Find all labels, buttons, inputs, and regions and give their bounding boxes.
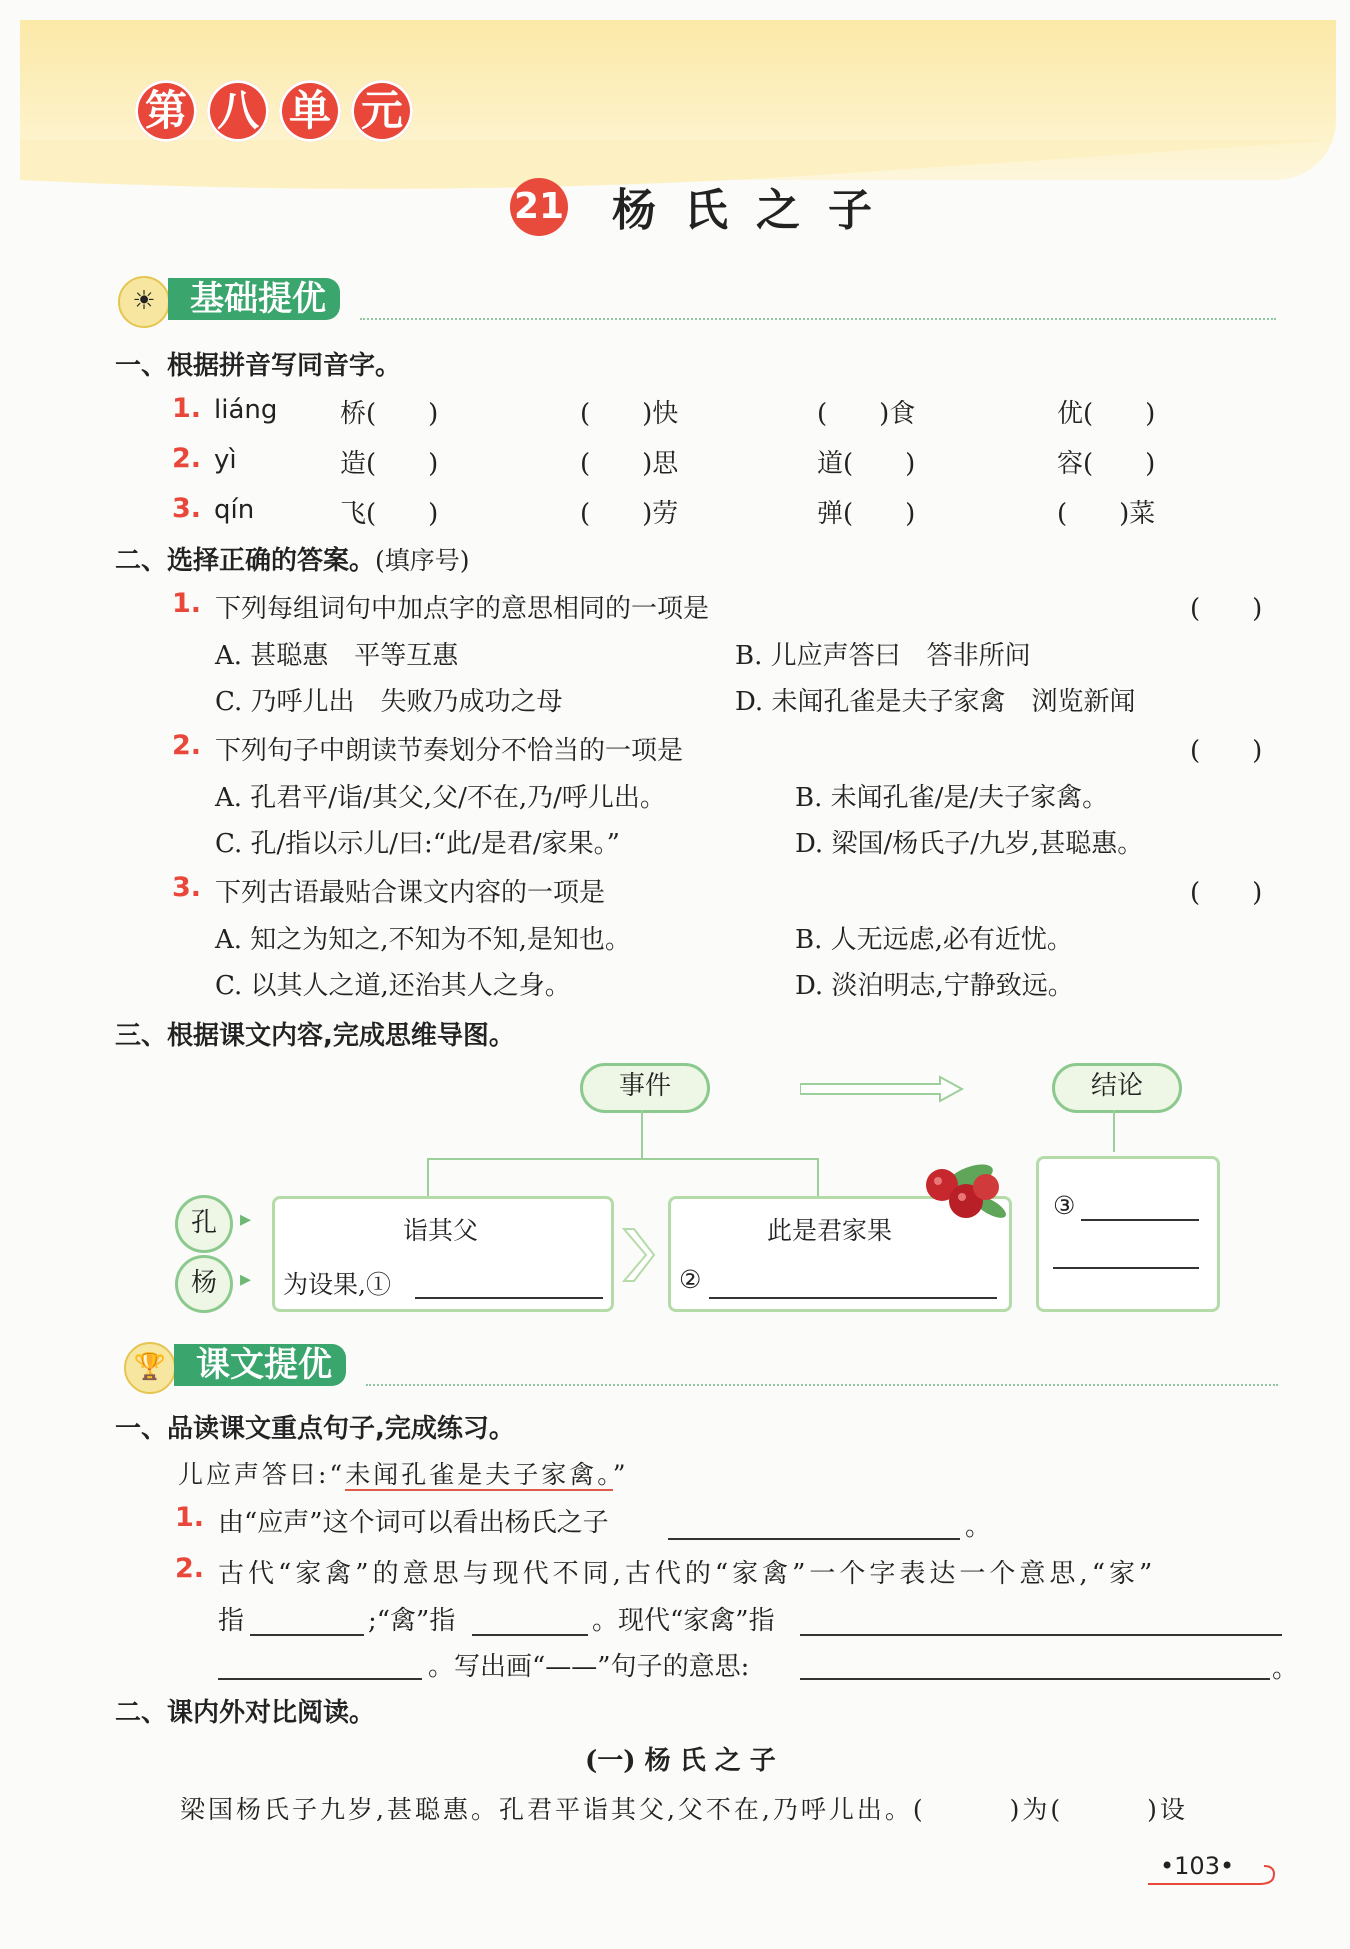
page-number-underline [1148, 1862, 1278, 1888]
blank-word[interactable]: ( )思 [580, 449, 679, 479]
option-b: B. 未闻孔雀/是/夫子家禽。 [795, 783, 1109, 813]
answer-line[interactable] [1053, 1267, 1199, 1269]
unit-char: 第 [135, 80, 197, 142]
question-stem: 下列句子中朗读节奏划分不恰当的一项是 [215, 736, 684, 766]
item-number: 2. [175, 1553, 205, 1584]
item-number: 2. [172, 730, 202, 761]
unit-char: 八 [207, 80, 269, 142]
option-d: D. 淡泊明志,宁静致远。 [795, 971, 1074, 1001]
option-a: A. 甚聪惠 平等互惠 [215, 641, 459, 671]
question-text: 。 [1272, 1654, 1299, 1684]
question-heading [115, 540, 470, 577]
answer-line[interactable] [800, 1678, 1270, 1680]
answer-blank[interactable]: ( ) [1190, 736, 1263, 766]
blank-word[interactable]: 造( ) [340, 449, 439, 479]
answer-line[interactable] [800, 1634, 1282, 1636]
question-heading: 二、课内外对比阅读。 [115, 1698, 376, 1728]
box-text: 此是君家果 [767, 1216, 893, 1245]
question-text: 古代“家禽”的意思与现代不同,古代的“家禽”一个字表达一个意思,“家” [218, 1559, 1157, 1589]
unit-title [135, 80, 413, 142]
conclusion-oval: 结论 [1052, 1063, 1182, 1113]
quote-prefix: 儿应声答曰:“ [178, 1460, 346, 1489]
item-number: 3. [172, 872, 202, 903]
blank-word[interactable]: 道( ) [817, 449, 916, 479]
box-text: ② [679, 1265, 702, 1294]
divider [366, 1384, 1278, 1386]
option-a: A. 知之为知之,不知为不知,是知也。 [215, 925, 631, 955]
blank-word[interactable]: ( )食 [817, 399, 916, 429]
item-number: 3. [172, 493, 202, 524]
question-text: ;“禽”指 [368, 1606, 456, 1636]
section-banner-text: 课文提优 [174, 1344, 346, 1386]
reading-subtitle: (一) 杨 氏 之 子 [585, 1746, 776, 1776]
trophy-icon: 🏆 [124, 1342, 176, 1394]
blank-word[interactable]: 优( ) [1057, 399, 1156, 429]
pinyin-row [172, 393, 1272, 433]
yang-circle: 杨 [175, 1255, 233, 1313]
pinyin: qín [214, 495, 255, 525]
answer-line[interactable] [668, 1538, 960, 1540]
event-box-1 [272, 1196, 614, 1312]
pinyin: yì [214, 445, 237, 475]
option-d: D. 未闻孔雀是夫子家禽 浏览新闻 [735, 687, 1136, 717]
reading-text: 梁国杨氏子九岁,甚聪惠。孔君平诣其父,父不在,乃呼儿出。( )为( )设 [180, 1795, 1188, 1824]
heading-text: 二、选择正确的答案。 [115, 546, 376, 576]
unit-char: 元 [351, 80, 413, 142]
answer-line[interactable] [250, 1634, 364, 1636]
lesson-title: 杨氏之子 [612, 185, 900, 236]
blank-word[interactable]: 桥( ) [340, 399, 439, 429]
event-oval: 事件 [580, 1063, 710, 1113]
question-text: 由“应声”这个词可以看出杨氏之子 [218, 1508, 609, 1538]
item-number: 1. [172, 588, 202, 619]
question-heading: 一、根据拼音写同音字。 [115, 351, 402, 381]
option-c: C. 孔/指以示儿/曰:“此/是君/家果。” [215, 829, 620, 859]
unit-char: 单 [279, 80, 341, 142]
pinyin: liáng [214, 395, 278, 425]
connector [641, 1110, 643, 1160]
connector [1113, 1110, 1115, 1152]
blank-word[interactable]: ( )劳 [580, 499, 679, 529]
option-c: C. 乃呼儿出 失败乃成功之母 [215, 687, 563, 717]
answer-line[interactable] [415, 1297, 603, 1299]
question-text: 。 [965, 1512, 992, 1542]
pinyin-row [172, 493, 1272, 533]
bayberry-fruit-icon [910, 1155, 1010, 1235]
pinyin-row [172, 443, 1272, 483]
option-a: A. 孔君平/诣/其父,父/不在,乃/呼儿出。 [215, 783, 666, 813]
kong-circle: 孔 [175, 1195, 233, 1253]
answer-blank[interactable]: ( ) [1190, 878, 1263, 908]
divider [360, 318, 1276, 320]
blank-word[interactable]: 容( ) [1057, 449, 1156, 479]
section-banner-basic: 基础提优 [168, 278, 340, 320]
question-stem: 下列每组词句中加点字的意思相同的一项是 [215, 594, 710, 624]
connector [427, 1158, 429, 1196]
question-heading: 三、根据课文内容,完成思维导图。 [115, 1021, 515, 1051]
lightbulb-icon: ☀ [118, 276, 170, 328]
option-c: C. 以其人之道,还治其人之身。 [215, 971, 571, 1001]
heading-note: (填序号) [375, 546, 470, 575]
blank-word[interactable]: ( )快 [580, 399, 679, 429]
option-b: B. 儿应声答曰 答非所问 [735, 641, 1031, 671]
answer-line[interactable] [218, 1678, 422, 1680]
question-text: 指 [218, 1606, 245, 1636]
connector [427, 1158, 819, 1160]
option-b: B. 人无远虑,必有近忧。 [795, 925, 1073, 955]
lesson-number-badge: 21 [510, 178, 568, 236]
answer-line[interactable] [472, 1634, 588, 1636]
quote-underlined: 未闻孔雀是夫子家禽。 [345, 1460, 613, 1489]
question-stem: 下列古语最贴合课文内容的一项是 [215, 878, 606, 908]
blank-word[interactable]: 弹( ) [817, 499, 916, 529]
item-number: 2. [172, 443, 202, 474]
triangle-icon: ▸ [240, 1267, 252, 1292]
connector [817, 1158, 819, 1196]
item-number: 1. [175, 1502, 205, 1533]
answer-blank[interactable]: ( ) [1190, 594, 1263, 624]
box-text: ③ [1053, 1191, 1076, 1220]
triangle-icon: ▸ [240, 1207, 252, 1232]
quote-sentence [178, 1455, 629, 1491]
answer-line[interactable] [1081, 1219, 1199, 1221]
question-text: 。写出画“——”句子的意思: [428, 1652, 750, 1682]
blank-word[interactable]: 飞( ) [340, 499, 439, 529]
option-d: D. 梁国/杨氏子/九岁,甚聪惠。 [795, 829, 1144, 859]
chevron-right-icon [620, 1225, 656, 1285]
item-number: 1. [172, 393, 202, 424]
question-heading: 一、品读课文重点句子,完成练习。 [115, 1414, 515, 1444]
question-text: 。现代“家禽”指 [592, 1606, 775, 1636]
conclusion-box [1036, 1156, 1220, 1312]
page-number: •103• [1160, 1852, 1235, 1880]
quote-suffix: ” [612, 1460, 629, 1489]
blank-word[interactable]: ( )菜 [1057, 499, 1156, 529]
box-text: 为设果,① [283, 1270, 391, 1299]
box-text: 诣其父 [403, 1216, 479, 1245]
answer-line[interactable] [709, 1297, 997, 1299]
arrow-icon [800, 1075, 965, 1103]
